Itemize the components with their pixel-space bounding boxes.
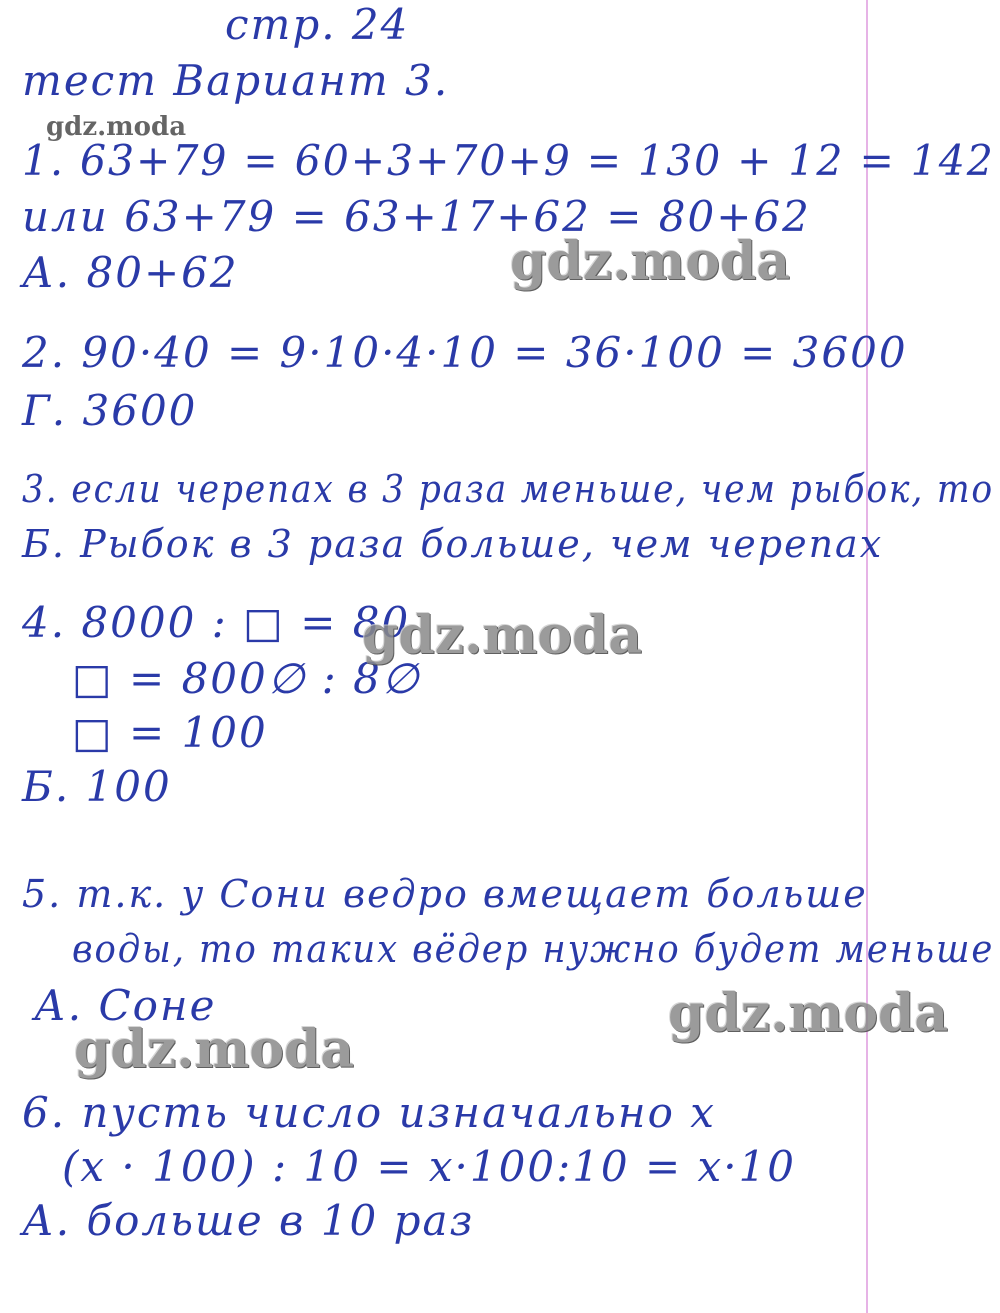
task-5-answer: А. Соне [34, 981, 217, 1030]
test-title: тест Вариант 3. [22, 56, 450, 105]
task-5-line: 5. т.к. у Сони ведро вмещает больше [22, 872, 868, 916]
margin-line [866, 0, 868, 1313]
watermark: gdz.moda [74, 1019, 355, 1080]
task-3-answer: Б. Рыбок в 3 раза больше, чем черепах [22, 522, 884, 566]
watermark: gdz.moda [46, 112, 187, 142]
task-6-line: 6. пусть число изначально x [22, 1088, 716, 1137]
task-4-line: 4. 8000 : □ = 80 [22, 598, 411, 647]
task-4-result: □ = 100 [72, 708, 268, 757]
page-reference: стр. 24 [225, 0, 410, 49]
task-6-answer: А. больше в 10 раз [22, 1196, 475, 1245]
task-1-answer: А. 80+62 [22, 248, 239, 297]
task-4-step: □ = 800∅ : 8∅ [72, 654, 421, 703]
task-3-line: 3. если черепах в 3 раза меньше, чем рыбок, то [22, 467, 995, 511]
task-1-alt-line: или 63+79 = 63+17+62 = 80+62 [22, 192, 811, 241]
task-2-answer: Г. 3600 [22, 386, 198, 435]
watermark: gdz.moda [362, 605, 643, 666]
watermark: gdz.moda [668, 983, 949, 1044]
task-2-line: 2. 90·40 = 9·10·4·10 = 36·100 = 3600 [22, 328, 908, 377]
task-5-cont: воды, то таких вёдер нужно будет меньше [72, 927, 995, 971]
task-4-answer: Б. 100 [22, 762, 172, 811]
watermark: gdz.moda [510, 231, 791, 292]
task-6-calc: (x · 100) : 10 = x·100:10 = x·10 [62, 1142, 797, 1191]
task-1-line: 1. 63+79 = 60+3+70+9 = 130 + 12 = 142 [22, 136, 995, 185]
